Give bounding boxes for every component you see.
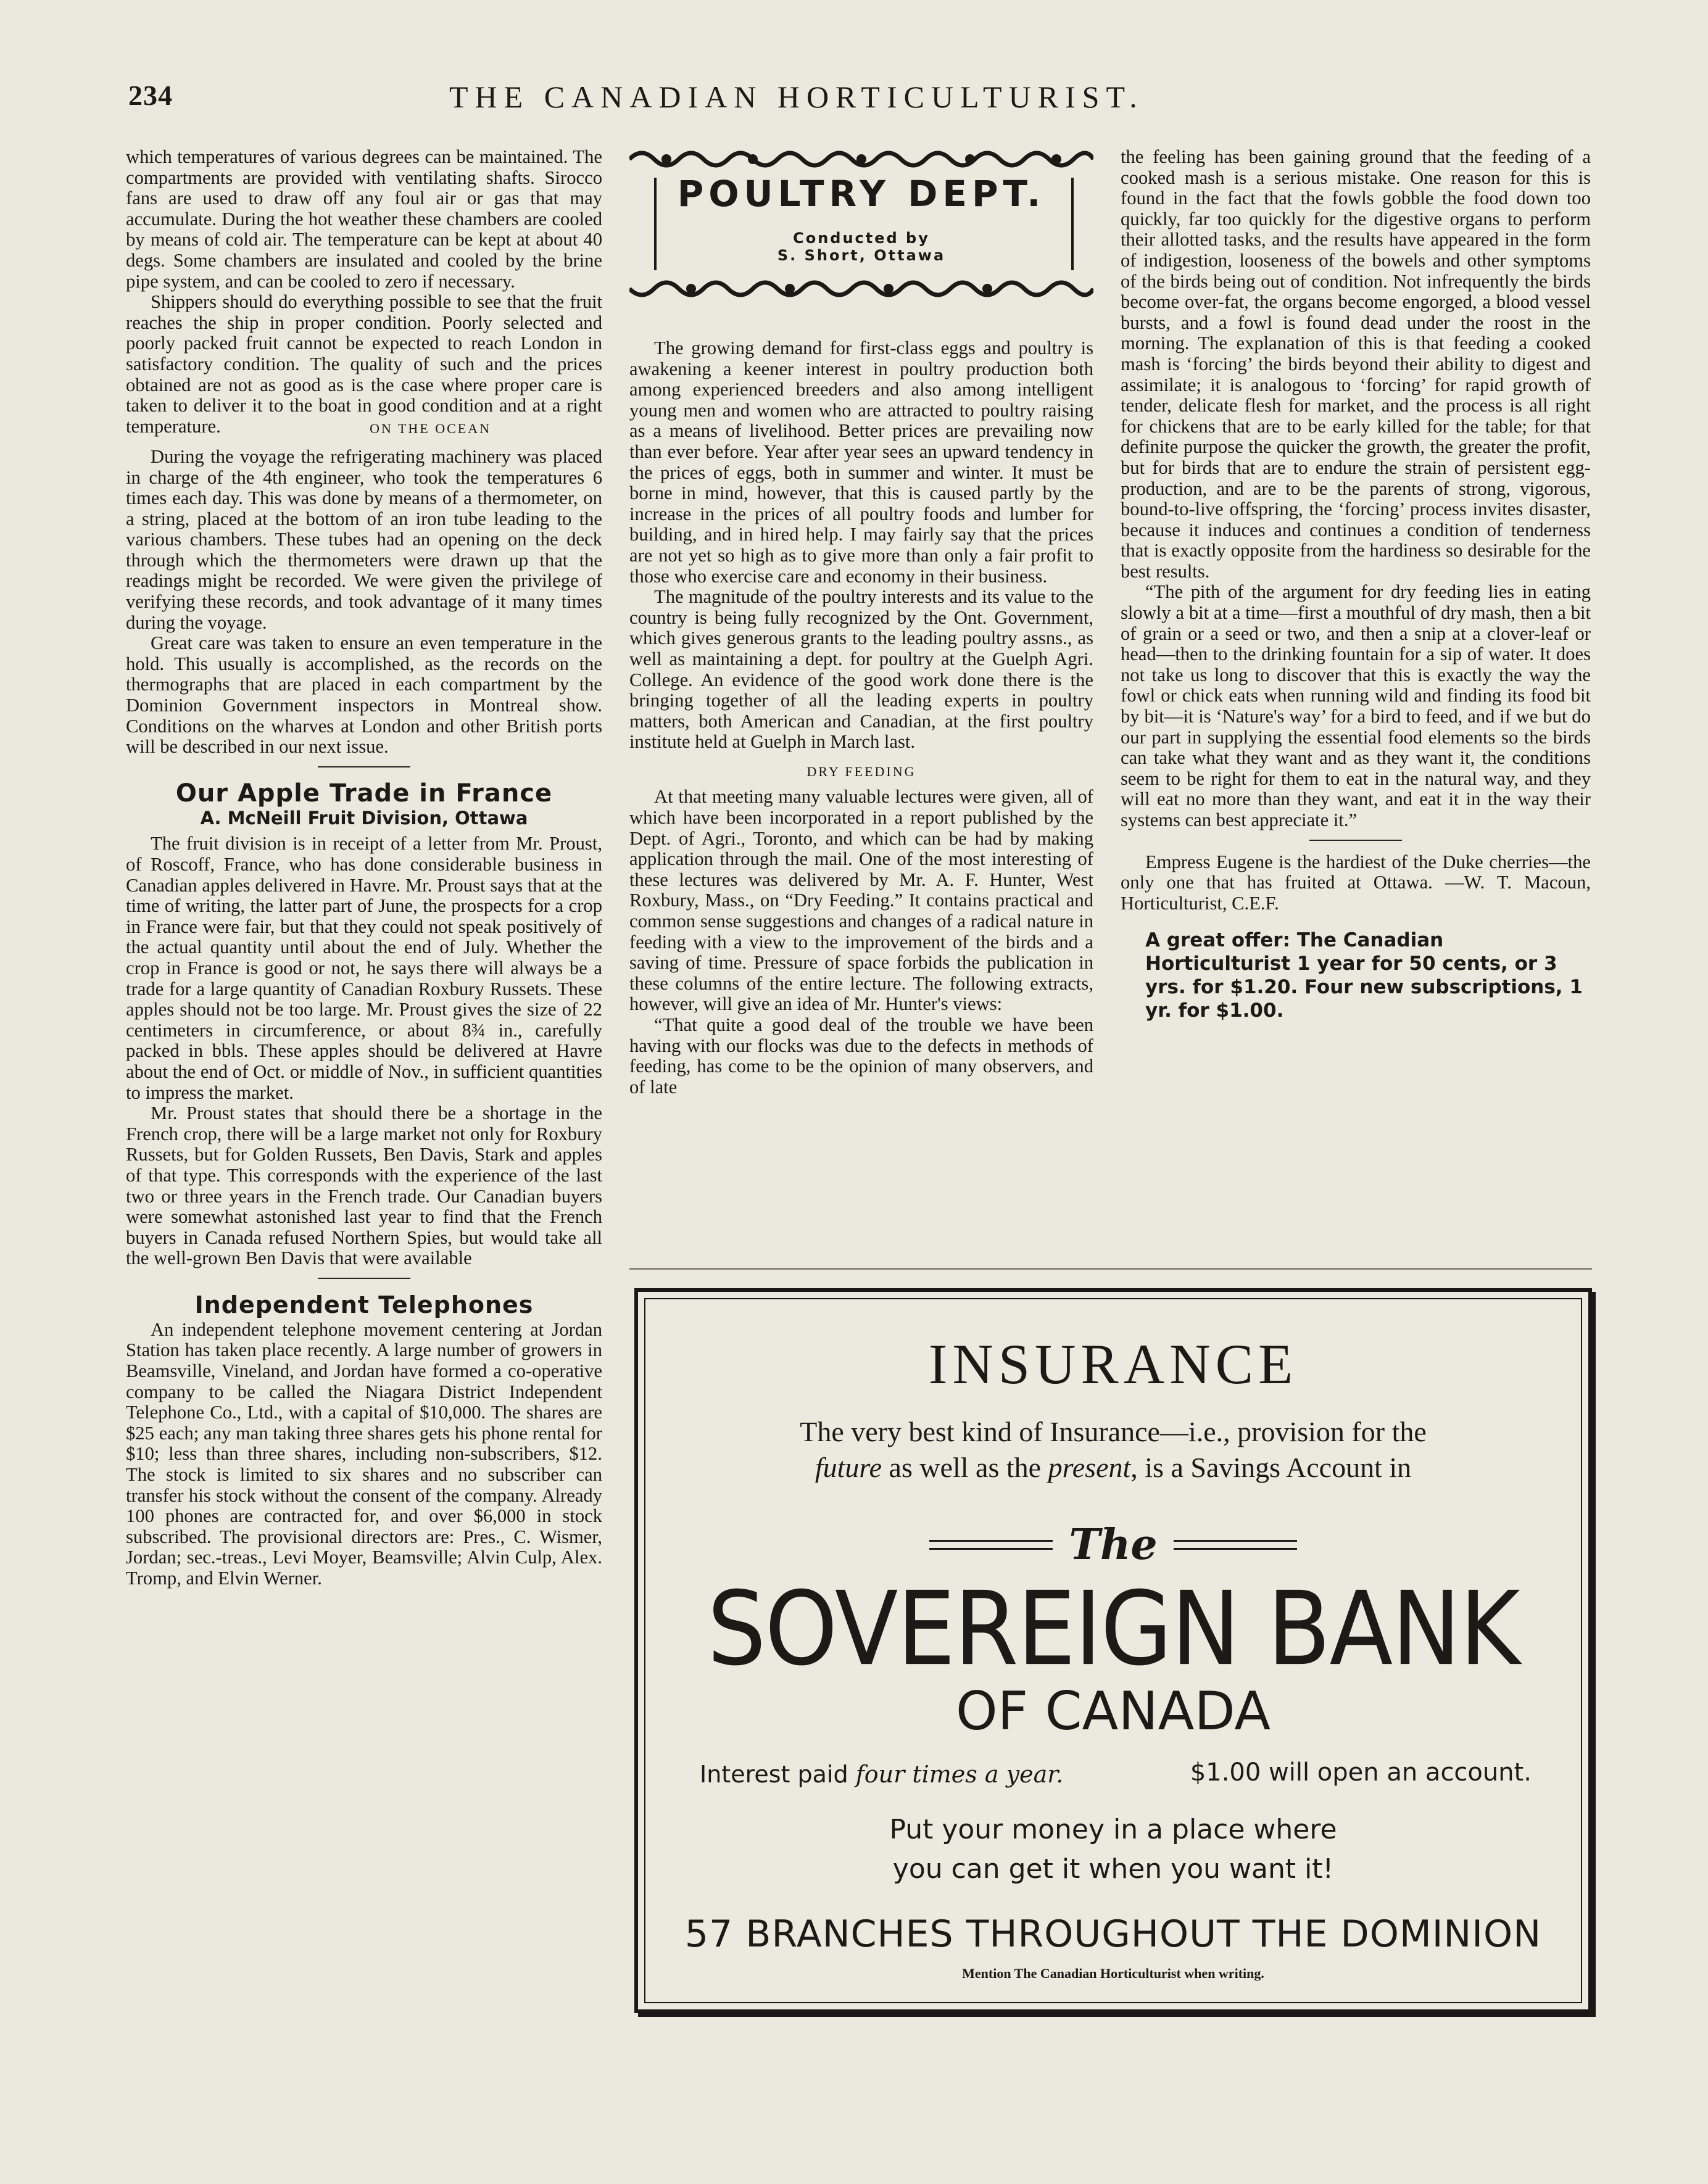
bank-country: OF CANADA [955, 1681, 1271, 1742]
column-3 [1121, 147, 1591, 1022]
interest-frequency: four times a year. [855, 1761, 1064, 1788]
ad-text-line [638, 1451, 1588, 1484]
paragraph: “That quite a good deal of the trouble we have been having with our flocks was due to the defects in methods of feeding, has come to be the opinion of many observers, and of late [629, 1014, 1093, 1098]
ornament-border-icon [629, 276, 1093, 301]
paragraph: The fruit division is in receipt of a letter from Mr. Proust, of Roscoff, France, who has done considerable business in Canadian apples delivered in Havre. Mr. Proust says that at the time of writing, the latter part of June, the prospects for a crop in France were fair, but that they could not speak positively of the actual quantity until about the end of July. Whether the crop in France is good or not, he says there will always be a trade for a large quantity of Canadian Roxbury Russets. These apples should not be too large. Mr. Proust gives the size of 22 centimeters in circumference, or about 8¾ in., carefully packed in bbls. These apples should be delivered at Havre about the end of Oct. or middle of Nov., in sufficient quantities to impress the market. [126, 833, 602, 1103]
interest-line [700, 1761, 1063, 1788]
ad-text-line: The very best kind of Insurance—i.e., provision for the [800, 1416, 1427, 1447]
ad-heading: INSURANCE [928, 1333, 1298, 1396]
paragraph: The magnitude of the poultry interests and its value to the country is being fully recognized by the Ont. Government, which gives generous grants to the leading poultry assns., as well as maintaining a dept. for poultry at the Guelph Agri. College. An evidence of the good work done there is the bringing together of all the leading experts in poultry matters, both American and Canadian, at the first poultry institute held at Guelph in March last. [629, 586, 1093, 753]
paragraph: During the voyage the refrigerating machinery was placed in charge of the 4th engineer, who took the temperatures 6 times each day. This was done by means of a thermometer, on a string, placed at the bottom of an iron tube leading to the various chambers. These tubes had an opening on the deck through which the thermometers were drawn up that the readings might be recorded. We were given the privilege of verifying these records, and took advantage of it many times during the voyage. [126, 445, 602, 633]
article-title-apple-trade: Our Apple Trade in France [175, 779, 553, 808]
paragraph: Shippers should do everything possible to see that the fruit reaches the ship in proper condition. Poorly selected and poorly packed fruit cannot be expected to reach London in satisfactory condition. The quality of such and the prices obtained are not as good as is the case where proper care is taken to deliver it to the boat in good condition and at a right temperature. [126, 291, 602, 437]
paragraph: Great care was taken to ensure an even temperature in the hold. This usually is accomplished, as the records on the thermographs that are placed in each compartment by the Dominion Government inspectors in Montreal show. Conditions on the wharves at London and other British ports will be described in our next issue. [126, 632, 602, 758]
poultry-dept-banner [629, 147, 1093, 313]
ad-the: The [1069, 1520, 1158, 1570]
paragraph: An independent telephone movement centering at Jordan Station has taken place recently. A large number of growers in Beamsville, Vineland, and Jordan have formed a co-operative company to be called the Niagara District Independent Telephone Co., Ltd., with a capital of $10,000. The shares are $25 each; any man taking three shares gets his phone rental for $10; less than three shares, including non-subscribers, $12. The stock is limited to six shares and no subscriber can transfer his stock without the consent of the company. Already 100 phones are contracted for, and over $6,000 in stock subscribed. The provisional directors are: Pres., C. Wismer, Jordan; sec.-treas., Levi Moyer, Beamsville; Alvin Culp, Alex. Tromp, and Elvin Werner. [126, 1318, 602, 1589]
mention-line: Mention The Canadian Horticulturist when writing. [962, 1966, 1264, 1981]
bank-advertisement [634, 1288, 1592, 2013]
paragraph: The growing demand for first-class eggs and poultry is awakening a keener interest in poultry production both among experienced breeders and also among intelligent young men and women who are attracted to poultry raising as a means of livelihood. Better prices are prevailing now than ever before. Year after year sees an upward tendency in the prices of eggs, both in summer and winter. It must be borne in mind, however, that this is caused partly by the increase in the prices of all poultry foods and lumber for building, and in hired help. I may fairly say that the prices are not yet so high as to give more than only a fair profit to those who exercise care and economy in their business. [629, 337, 1093, 587]
ad-text: as well as the [882, 1452, 1048, 1483]
branches-line: 57 BRANCHES THROUGHOUT THE DOMINION [684, 1913, 1542, 1956]
page-header [128, 79, 1597, 116]
column-2 [629, 147, 1093, 1098]
column-1 [126, 147, 602, 1589]
ad-emphasis: future [815, 1452, 882, 1483]
ad-emphasis: present [1048, 1452, 1131, 1483]
department-conductor-label: Conducted by [793, 230, 930, 247]
double-rule [1174, 1540, 1297, 1550]
ad-the-line [638, 1520, 1588, 1570]
paragraph: Empress Eugene is the hardiest of the Duke cherries—the only one that has fruited at Ottawa. —W. T. Macoun, Horticulturist, C.E.F. [1121, 851, 1591, 914]
department-conductor: S. Short, Ottawa [777, 247, 946, 264]
department-title: POULTRY DEPT. [677, 173, 1046, 215]
subheading-on-the-ocean: ON THE OCEAN [370, 421, 491, 437]
article-byline: A. McNeill Fruit Division, Ottawa [200, 807, 528, 829]
paragraph: which temperatures of various degrees can be maintained. The compartments are provided with ventilating shafts. Sirocco fans are used to draw off any foul air or gas that may accumulate. During the hot weather these chambers are cooled by means of cold air. The temperature can be kept at about 40 degs. Some chambers are insulated and cooled by the brine pipe system, and can be cooled to zero if necessary. [126, 146, 602, 292]
subscription-offer: A great offer: The Canadian Horticulturist 1 year for 50 cents, or 3 yrs. for $1.20. Four new subscriptions, 1 yr. for $1.00. [1145, 929, 1583, 1022]
open-account-line: $1.00 will open an account. [1190, 1758, 1532, 1787]
double-rule [929, 1540, 1053, 1550]
divider [318, 1278, 410, 1279]
divider [318, 766, 410, 767]
paragraph: “The pith of the argument for dry feeding lies in eating slowly a bit at a time—first a mouthful of dry mash, then a bit of grain or a seed or two, and then a snip at a clover-leaf or head—then to the drinking fountain for a sip of water. It does not take us long to discover that this is exactly the way the fowl or chick eats when running wild and finding its food bit by bit—it is ‘Nature's way’ for a bird to feed, and if we but do our part in supplying the essential food elements so the birds can take what they want and as they want it, the conditions seem to be right for them to eat in the natural way, and they will eat no more than they want, and eat it in the way their systems can best appreciate it.” [1121, 581, 1591, 830]
section-divider [629, 1268, 1592, 1270]
paragraph: At that meeting many valuable lectures were given, all of which have been incorporated in a report published by the Dept. of Agri., Toronto, and which can be had by making application through the mail. One of the most interesting of these lectures was delivered by Mr. A. F. Hunter, West Roxbury, Mass., on “Dry Feeding.” It contains practical and common sense suggestions and changes of a radical nature in feeding with a view to the improvement of the birds and a saving of time. Pressure of space forbids the publication in these columns of the entire lecture. The following extracts, however, will give an idea of Mr. Hunter's views: [629, 786, 1093, 1015]
ad-text: , is a Savings Account in [1130, 1452, 1412, 1483]
ornament-border-icon [629, 147, 1093, 172]
running-title: THE CANADIAN HORTICULTURIST. [449, 80, 1144, 114]
ad-slogan-line: Put your money in a place where [889, 1814, 1337, 1845]
paragraph: Mr. Proust states that should there be a shortage in the French crop, there will be a large market not only for Roxbury Russets, but for Golden Russets, Ben Davis, Stark and apples of that type. This corresponds with the experience of the last two or three years in the French trade. Our Canadian buyers were somewhat astonished last year to find that the French buyers in Canada refused Northern Spies, but would take all the well-grown Ben Davis that were available [126, 1102, 602, 1269]
article-title-telephones: Independent Telephones [194, 1291, 534, 1318]
ad-slogan-line: you can get it when you want it! [892, 1853, 1334, 1885]
bank-name: SOVEREIGN BANK [707, 1570, 1519, 1689]
interest-prefix: Interest paid [700, 1761, 856, 1788]
paragraph: the feeling has been gaining ground that the feeding of a cooked mash is a serious mistake. One reason for this is found in the fact that the fowls gobble the food down too quickly, far too quickly for the digestive organs to perform their allotted tasks, and the results have appeared in the form of indigestion, looseness of the bowels and other symptoms of the birds being out of condition. Not infrequently the birds become over-fat, the organs become engorged, a blood vessel bursts, and a fowl is found dead under the roost in the morning. The explanation of this is that feeding a cooked mash is ‘forcing’ the birds beyond their ability to digest and assimilate; it is analogous to ‘forcing’ for rapid growth of tender, delicate flesh for market, and the process is all right for chickens that are to be early killed for the table; for that definite purpose the quicker the growth, the greater the profit, but for birds that are to endure the strain of persistent egg-production, and are to be the parents of strong, vigorous, bound-to-live offspring, the ‘forcing’ process invites disaster, because it induces and continues a condition of tenderness that is exactly opposite from the hardiness so desirable for the best results. [1121, 146, 1591, 582]
subheading-dry-feeding: DRY FEEDING [806, 763, 916, 779]
page-number: 234 [128, 80, 173, 111]
divider [1309, 840, 1402, 841]
